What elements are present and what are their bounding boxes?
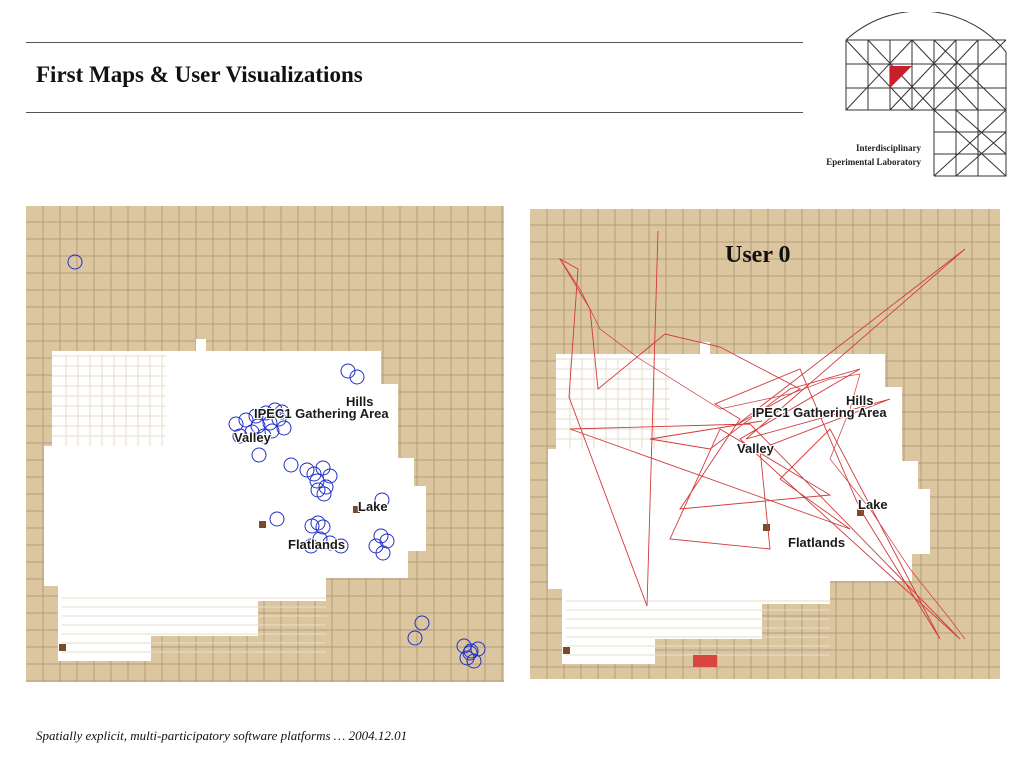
label-lake: Lake [858, 497, 888, 512]
map-marker [59, 644, 66, 651]
highlight-block [693, 655, 717, 667]
slide-footer: Spatially explicit, multi-participatory software platforms … 2004.12.01 [36, 728, 408, 743]
left-map-panel [26, 206, 504, 682]
triangle-grid-logo-icon [806, 12, 1016, 180]
label-lake: Lake [358, 499, 388, 514]
logo-accent-triangle [890, 66, 912, 88]
label-flatlands: Flatlands [788, 535, 846, 550]
right-map-panel [530, 209, 1000, 679]
title-underline [26, 112, 803, 113]
top-rule [26, 42, 803, 43]
label-hills: Hills [346, 394, 374, 409]
lab-logo [806, 12, 1016, 180]
label-flatlands: Flatlands [288, 537, 346, 552]
logo-text-line-1: Interdisciplinary [855, 143, 921, 153]
slide-title: First Maps & User Visualizations [36, 62, 363, 87]
label-valley: Valley [737, 441, 774, 456]
label-gathering-area: IPEC1 Gathering Area [254, 406, 389, 421]
logo-text-line-2: Eperimental Laboratory [826, 157, 921, 167]
label-valley: Valley [234, 430, 271, 445]
map-marker [763, 524, 770, 531]
map-marker [563, 647, 570, 654]
label-hills: Hills [846, 393, 874, 408]
user-label: User 0 [725, 242, 791, 268]
label-gathering-area: IPEC1 Gathering Area [752, 405, 887, 420]
map-marker [259, 521, 266, 528]
